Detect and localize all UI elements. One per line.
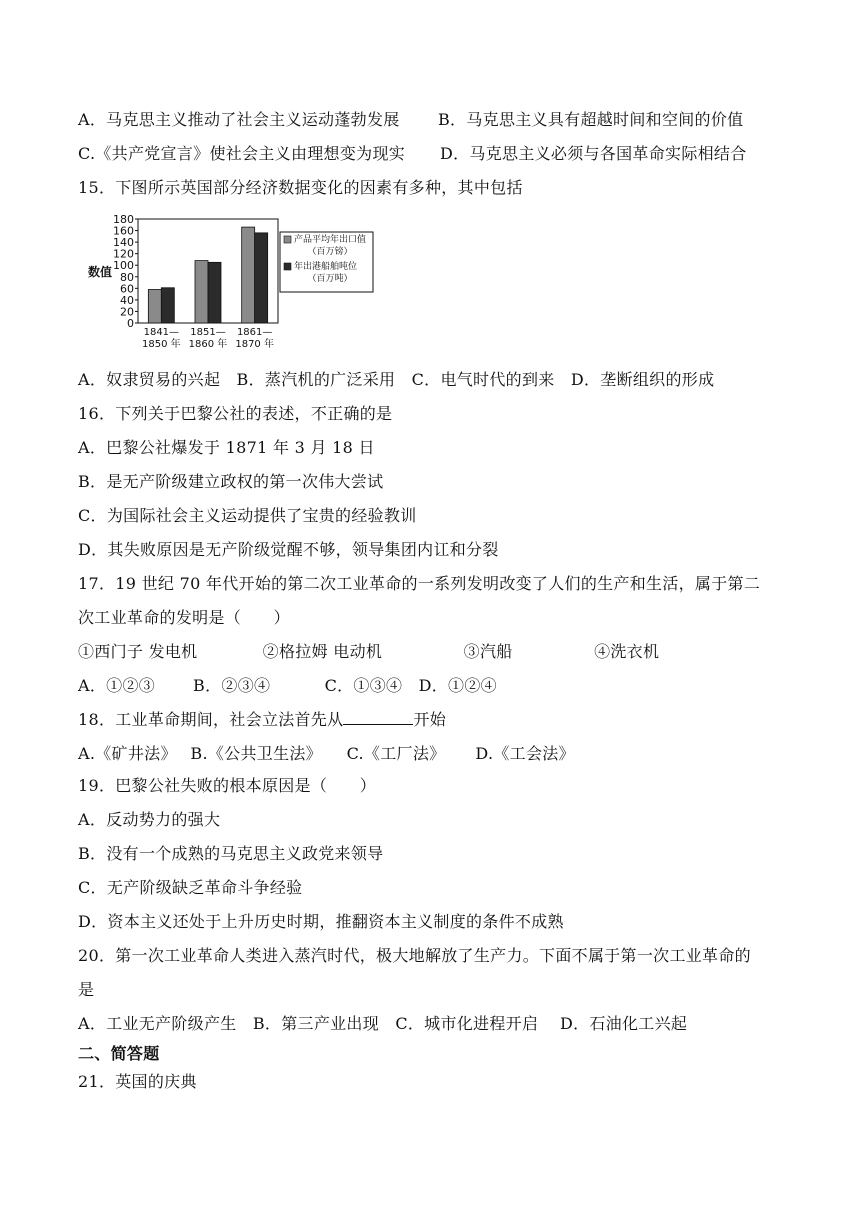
q19-stem: 19．巴黎公社失败的根本原因是（ ） <box>78 776 377 795</box>
q16-option-d: D．其失败原因是无产阶级觉醒不够，领导集团内讧和分裂 <box>78 540 499 559</box>
legend-swatch <box>284 236 291 243</box>
q21-stem: 21．英国的庆典 <box>78 1072 197 1091</box>
q16-option-a: A．巴黎公社爆发于 1871 年 3 月 18 日 <box>78 438 375 457</box>
x-category-label: 1851— <box>190 327 226 338</box>
q17-stem-line2: 次工业革命的发明是（ ） <box>78 608 290 627</box>
x-category-label: 1861— <box>236 327 273 338</box>
y-tick-label: 120 <box>113 247 134 261</box>
bar <box>161 288 174 323</box>
q18-stem <box>78 710 446 730</box>
y-tick-label: 100 <box>113 259 134 273</box>
section-heading: 二、简答题 <box>78 1044 160 1063</box>
y-tick-label: 80 <box>120 270 134 284</box>
y-tick-label: 20 <box>120 305 134 319</box>
q16-option-b: B．是无产阶级建立政权的第一次伟大尝试 <box>78 472 384 491</box>
y-tick-label: 160 <box>113 224 134 238</box>
legend-swatch <box>284 263 291 270</box>
legend-unit: （百万镑） <box>307 247 353 257</box>
q20-options: A．工业无产阶级产生 B．第三产业出现 C．城市化进程开启 D．石油化工兴起 <box>78 1014 688 1033</box>
x-category-label: 1860 年 <box>188 339 228 350</box>
q17-stem-line1: 17．19 世纪 70 年代开始的第二次工业革命的一系列发明改变了人们的生产和生活，属于第二 <box>78 574 761 593</box>
q18-options: A.《矿井法》 B.《公共卫生法》 C.《工厂法》 D.《工会法》 <box>78 744 575 763</box>
q18-stem-after: 开始 <box>413 710 447 729</box>
q18-stem-before: 18．工业革命期间，社会立法首先从 <box>78 710 344 729</box>
q17-options: A．①②③ B．②③④ C．①③④ D．①②④ <box>78 676 497 695</box>
q17-items: ①西门子 发电机 ②格拉姆 电动机 ③汽船 ④洗衣机 <box>78 642 660 661</box>
q16-stem: 16．下列关于巴黎公社的表述，不正确的是 <box>78 404 393 423</box>
q19-option-b: B．没有一个成熟的马克思主义政党来领导 <box>78 844 384 863</box>
q15-options: A．奴隶贸易的兴起 B．蒸汽机的广泛采用 C．电气时代的到来 D．垄断组织的形成 <box>78 370 715 389</box>
bar <box>195 261 208 323</box>
x-category-label: 1841— <box>143 327 180 338</box>
x-category-label: 1870 年 <box>235 339 274 350</box>
bar <box>208 262 221 323</box>
y-tick-label: 180 <box>113 213 134 226</box>
q16-option-c: C．为国际社会主义运动提供了宝贵的经验教训 <box>78 506 417 525</box>
q20-stem-line2: 是 <box>78 980 95 999</box>
q14-option-d: D．马克思主义必须与各国革命实际相结合 <box>440 144 747 163</box>
legend-label: 产品平均年出口值 <box>294 235 367 245</box>
y-tick-label: 40 <box>120 293 134 307</box>
q19-option-a: A．反动势力的强大 <box>78 810 221 829</box>
y-tick-label: 60 <box>120 282 134 296</box>
q19-option-d: D．资本主义还处于上升历史时期，推翻资本主义制度的条件不成熟 <box>78 912 564 931</box>
x-category-label: 1850 年 <box>142 339 181 350</box>
bar-chart <box>82 212 382 354</box>
legend-label: 年出港船舶吨位 <box>294 262 358 272</box>
q14-option-b: B．马克思主义具有超越时间和空间的价值 <box>438 110 744 129</box>
legend-unit: （百万吨） <box>307 274 353 284</box>
q15-stem: 15．下图所示英国部分经济数据变化的因素有多种，其中包括 <box>78 178 523 197</box>
q14-option-c: C.《共产党宣言》使社会主义由理想变为现实 <box>78 144 406 163</box>
q20-stem-line1: 20．第一次工业革命人类进入蒸汽时代，极大地解放了生产力。下面不属于第一次工业革命的 <box>78 946 751 965</box>
bar <box>242 227 255 323</box>
answer-blank <box>343 710 413 725</box>
y-tick-label: 140 <box>113 236 134 250</box>
bar <box>148 289 161 323</box>
y-axis-label: 数值 <box>88 265 113 279</box>
q14-option-a: A．马克思主义推动了社会主义运动蓬勃发展 <box>78 110 400 129</box>
q19-option-c: C．无产阶级缺乏革命斗争经验 <box>78 878 303 897</box>
bar <box>255 233 268 323</box>
y-tick-label: 0 <box>127 317 134 330</box>
